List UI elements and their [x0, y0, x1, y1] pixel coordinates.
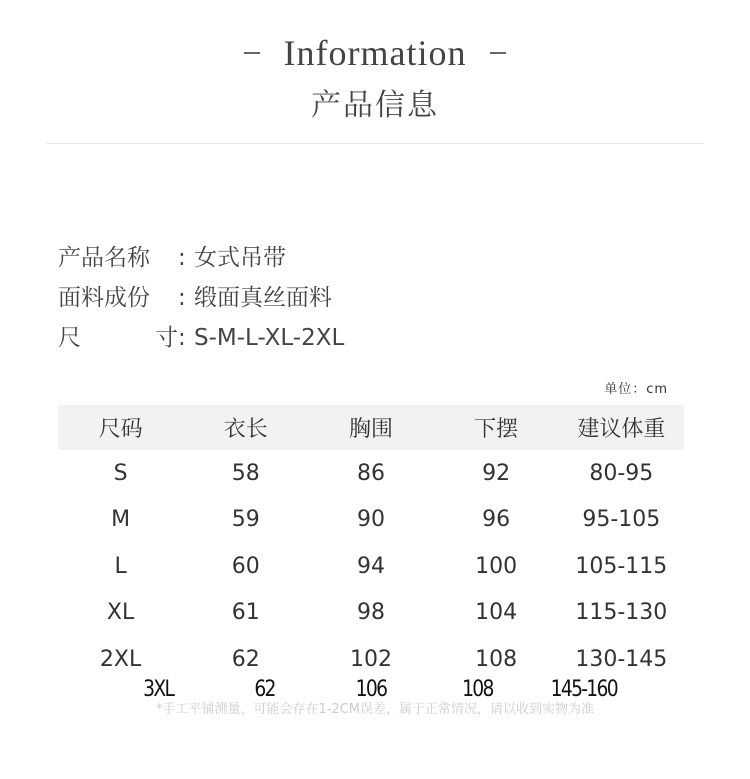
table-cell: 94 — [356, 553, 385, 579]
table-cell: XL — [106, 600, 135, 626]
info-label: 面料成份 — [58, 285, 150, 311]
title-en-text: Information — [283, 33, 467, 73]
info-colon: : — [178, 325, 186, 351]
info-label-char: 寸 — [155, 325, 178, 351]
table-cell: S — [113, 460, 128, 486]
info-value: S-M-L-XL-2XL — [194, 325, 345, 351]
table-cell: 80-95 — [589, 460, 654, 486]
size-table — [58, 405, 684, 683]
table-cell: M — [111, 507, 131, 533]
table-cell: 2XL — [99, 646, 142, 672]
header-cell: 胸围 — [348, 417, 393, 442]
table-cell: 130-145 — [575, 646, 668, 672]
info-label: 产品名称 — [58, 245, 150, 271]
table-cell: 58 — [231, 460, 260, 486]
table-cell: 115-130 — [575, 600, 668, 626]
table-cell: 90 — [356, 507, 385, 533]
info-label — [58, 318, 178, 358]
info-value: 缎面真丝面料 — [194, 285, 332, 311]
table-row — [58, 450, 684, 497]
table-cell: 106 — [355, 676, 387, 702]
header-cell: 衣长 — [223, 417, 268, 442]
table-row — [58, 590, 684, 637]
table-cell: 62 — [254, 676, 275, 702]
table-cell: 98 — [356, 600, 385, 626]
info-colon: : — [178, 245, 186, 271]
header-cell: 下摆 — [474, 417, 519, 442]
table-cell: L — [114, 553, 127, 579]
table-cell: 108 — [462, 676, 493, 702]
table-cell: 3XL — [143, 676, 174, 702]
info-row-size — [58, 318, 344, 358]
table-cell: 108 — [475, 646, 518, 672]
table-cell: 96 — [482, 507, 511, 533]
table-cell: 104 — [475, 600, 518, 626]
title-english — [0, 30, 750, 76]
left-dash — [244, 52, 260, 54]
info-row-fabric — [58, 278, 344, 318]
table-cell: 59 — [231, 507, 260, 533]
product-info — [58, 238, 344, 358]
right-dash — [490, 52, 506, 54]
info-colon: : — [178, 285, 186, 311]
table-cell: 145-160 — [550, 676, 617, 702]
table-cell: 61 — [231, 600, 260, 626]
section-header — [0, 30, 750, 124]
table-header — [58, 405, 684, 450]
title-chinese: 产品信息 — [311, 88, 439, 123]
table-cell: 100 — [475, 553, 518, 579]
header-cell: 尺码 — [98, 417, 143, 442]
table-row — [58, 497, 684, 544]
header-cell: 建议体重 — [577, 417, 666, 442]
table-cell: 60 — [231, 553, 260, 579]
info-value: 女式吊带 — [194, 245, 286, 271]
table-cell: 105-115 — [575, 553, 668, 579]
table-cell: 62 — [231, 646, 260, 672]
table-cell: 92 — [482, 460, 511, 486]
header-divider — [46, 143, 704, 144]
table-row — [58, 543, 684, 590]
info-row-name — [58, 238, 344, 278]
table-cell: 95-105 — [582, 507, 661, 533]
info-label-char: 尺 — [58, 325, 81, 351]
table-cell: 86 — [356, 460, 385, 486]
measurement-footnote: *手工平铺测量，可能会存在1-2CM误差，属于正常情况，请以收到实物为准 — [155, 702, 595, 717]
unit-label: 单位：cm — [604, 382, 668, 397]
table-cell: 102 — [349, 646, 392, 672]
